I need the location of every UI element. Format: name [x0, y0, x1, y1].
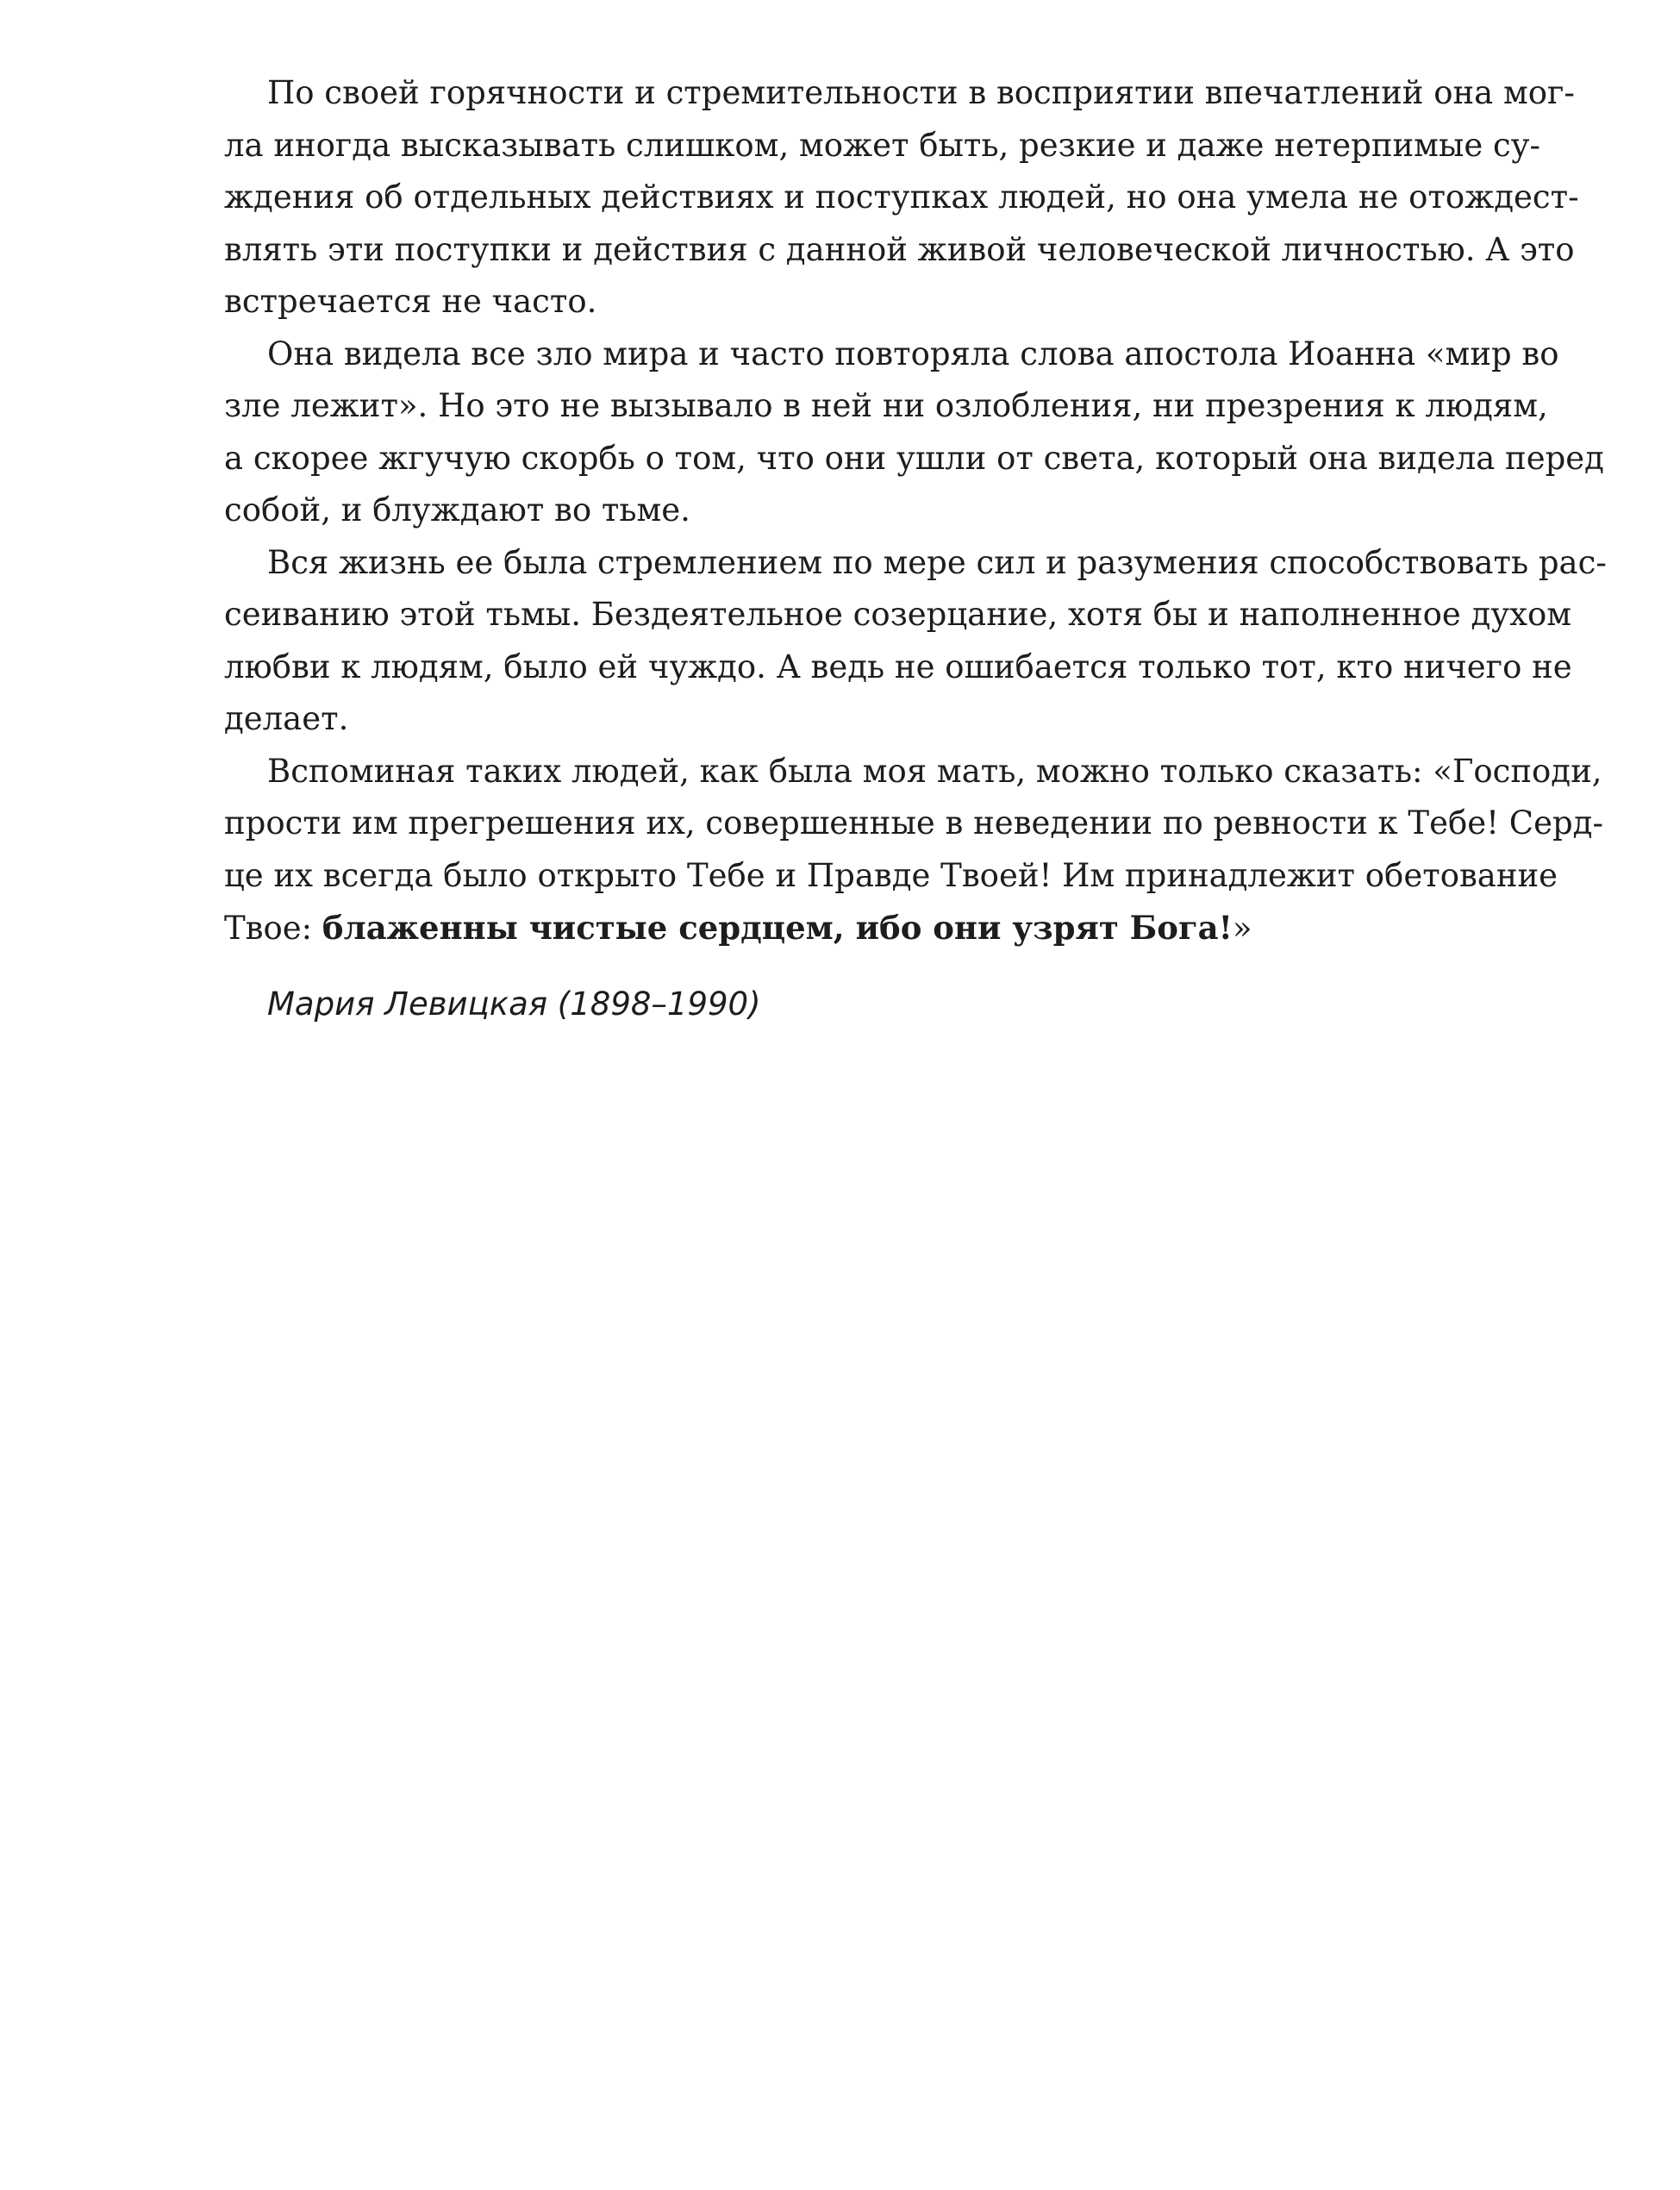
- paragraph-3: [224, 537, 1607, 746]
- beatitude-quote: блаженны чистые сердцем, ибо они узрят Бога!: [322, 909, 1233, 947]
- text-line: Она видела все зло мира и часто повторяла слова апостола Иоанна «мир во: [267, 335, 1559, 372]
- text-line: любви к людям, было ей чуждо. А ведь не ошибается только тот, кто ничего не: [224, 648, 1572, 685]
- text-line: Вспоминая таких людей, как была моя мать, можно только сказать: «Господи,: [267, 752, 1602, 790]
- text-line: зле лежит». Но это не вызывало в ней ни озлобления, ни презрения к людям,: [224, 387, 1548, 424]
- text-line: це их всегда было открыто Тебе и Правде Твоей! Им принадлежит обетование: [224, 856, 1558, 894]
- closing-prefix: Твое:: [224, 910, 322, 947]
- paragraph-4: [224, 746, 1603, 954]
- body-text: [224, 67, 1607, 954]
- paragraph-1: [224, 67, 1603, 328]
- closing-line: [224, 902, 1603, 954]
- text-line: делает.: [224, 700, 349, 737]
- paragraph-2: [224, 328, 1603, 537]
- text-line: По своей горячности и стремительности в восприятии впечатлений она мог-: [267, 74, 1575, 111]
- text-line: а скорее жгучую скорбь о том, что они ушли от света, который она видела перед: [224, 439, 1604, 477]
- text-line: встречается не часто.: [224, 283, 597, 320]
- text-line: сеиванию этой тьмы. Бездеятельное созерцание, хотя бы и наполненное духом: [224, 596, 1572, 633]
- text-line: ла иногда высказывать слишком, может быть, резкие и даже нетерпимые су-: [224, 126, 1541, 164]
- text-line: прости им прегрешения их, совершенные в неведении по ревности к Тебе! Серд-: [224, 804, 1603, 842]
- author-signature: Мария Левицкая (1898–1990): [267, 986, 761, 1023]
- text-line: Вся жизнь ее была стремлением по мере сил и разумения способствовать рас-: [267, 543, 1607, 581]
- closing-quote-mark: »: [1232, 910, 1252, 947]
- text-line: ждения об отдельных действиях и поступках людей, но она умела не отождест-: [224, 178, 1579, 216]
- text-line: собой, и блуждают во тьме.: [224, 491, 690, 529]
- text-line: влять эти поступки и действия с данной живой человеческой личностью. А это: [224, 230, 1575, 268]
